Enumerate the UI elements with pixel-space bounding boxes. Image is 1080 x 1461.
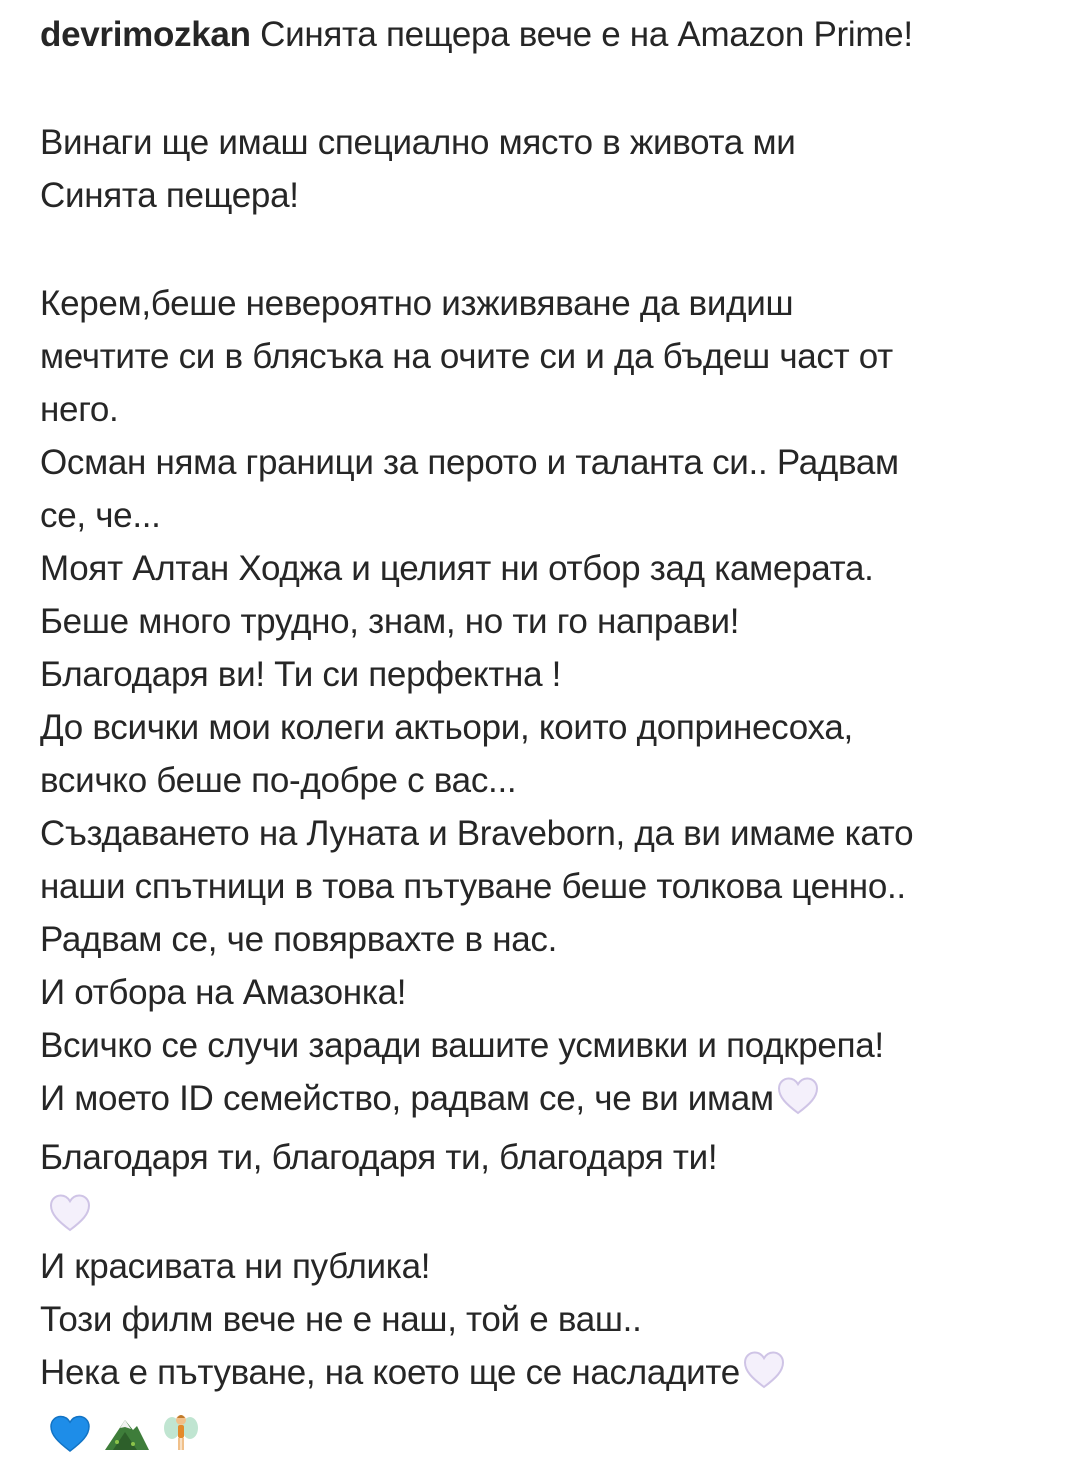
caption-line: Благодаря ви! Ти си перфектна ! bbox=[40, 655, 562, 694]
caption-line: Синята пещера! bbox=[40, 176, 299, 215]
fairy-icon bbox=[163, 1412, 199, 1456]
caption-line: И отбора на Амазонка! bbox=[40, 973, 407, 1012]
blank-line bbox=[40, 61, 1060, 116]
caption-line: Създаването на Луната и Braveborn, да ви имаме като bbox=[40, 814, 914, 853]
caption-line-with-emoji bbox=[40, 1072, 1060, 1131]
caption-line: Всичко се случи заради вашите усмивки и подкрепа! bbox=[40, 1026, 884, 1065]
caption-line-text: И моето ID семейство, радвам се, че ви имам bbox=[40, 1079, 774, 1118]
caption-line: До всички мои колеги актьори, които допринесоха, bbox=[40, 708, 853, 747]
caption-line-with-emoji bbox=[40, 1346, 1060, 1405]
caption-line: Беше много трудно, знам, но ти го направи! bbox=[40, 602, 740, 641]
caption-line: И красивата ни публика! bbox=[40, 1247, 431, 1286]
caption-line: мечтите си в блясъка на очите си и да бъдеш част от bbox=[40, 337, 893, 376]
caption-line: Този филм вече не е наш, той е ваш.. bbox=[40, 1300, 642, 1339]
caption-line: Керем,беше невероятно изживяване да видиш bbox=[40, 284, 794, 323]
caption-line: него. bbox=[40, 390, 119, 429]
caption-first-line bbox=[40, 8, 1060, 61]
caption-line: Осман няма граници за перото и таланта си.. Радвам bbox=[40, 443, 899, 482]
caption-line: Благодаря ти, благодаря ти, благодаря ти! bbox=[40, 1138, 718, 1177]
caption-line: Винаги ще имаш специално място в живота ми bbox=[40, 123, 796, 162]
emoji-line bbox=[40, 1184, 1060, 1240]
blue-heart-icon bbox=[48, 1414, 92, 1454]
caption-line-text: Нека е пътуване, на което ще се насладите bbox=[40, 1353, 740, 1392]
caption-line: Моят Алтан Ходжа и целият ни отбор зад камерата. bbox=[40, 549, 874, 588]
caption-line: наши спътници в това пътуване беше толкова ценно.. bbox=[40, 867, 906, 906]
username-link[interactable]: devrimozkan bbox=[40, 15, 251, 54]
caption-line: всичко беше по-добре с вас... bbox=[40, 761, 517, 800]
white-heart-icon bbox=[776, 1076, 820, 1131]
emoji-line bbox=[40, 1405, 1060, 1461]
caption-line: Радвам се, че повярвахте в нас. bbox=[40, 920, 558, 959]
white-heart-icon bbox=[48, 1193, 92, 1233]
mountain-icon bbox=[103, 1414, 151, 1454]
caption-line: се, че... bbox=[40, 496, 161, 535]
post-caption bbox=[40, 8, 1060, 1461]
caption-text: Синята пещера вече е на Amazon Prime! bbox=[260, 15, 913, 54]
white-heart-icon bbox=[742, 1350, 786, 1405]
blank-line bbox=[40, 222, 1060, 277]
